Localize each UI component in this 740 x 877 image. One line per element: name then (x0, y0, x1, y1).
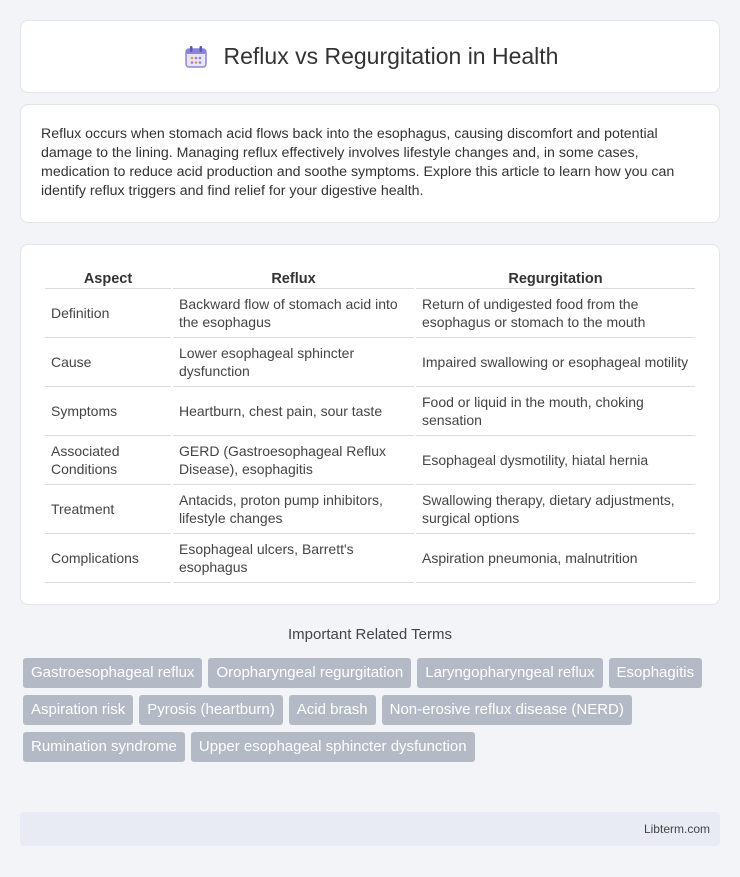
cell-aspect: Treatment (45, 485, 171, 534)
term-tag[interactable]: Pyrosis (heartburn) (139, 695, 283, 725)
cell-reflux: Antacids, proton pump inhibitors, lifestyle changes (173, 485, 414, 534)
comparison-table (43, 265, 697, 583)
table-row (45, 338, 695, 387)
cell-reflux: Lower esophageal sphincter dysfunction (173, 338, 414, 387)
table-row (45, 485, 695, 534)
title-wrap (182, 43, 559, 71)
table-row (45, 534, 695, 583)
cell-regurgitation: Aspiration pneumonia, malnutrition (416, 534, 695, 583)
term-tag[interactable]: Oropharyngeal regurgitation (208, 658, 411, 688)
cell-aspect: Cause (45, 338, 171, 387)
cell-regurgitation: Impaired swallowing or esophageal motility (416, 338, 695, 387)
related-terms-list (23, 658, 723, 762)
table-card (20, 244, 720, 605)
term-tag[interactable]: Rumination syndrome (23, 732, 185, 762)
cell-reflux: Backward flow of stomach acid into the esophagus (173, 289, 414, 338)
related-terms-title: Important Related Terms (288, 626, 452, 643)
term-tag[interactable]: Upper esophageal sphincter dysfunction (191, 732, 475, 762)
footer-brand-link[interactable]: Libterm.com (643, 822, 710, 836)
cell-aspect: Symptoms (45, 387, 171, 436)
term-tag[interactable]: Gastroesophageal reflux (23, 658, 202, 688)
cell-regurgitation: Return of undigested food from the esophagus or stomach to the mouth (416, 289, 695, 338)
term-tag[interactable]: Acid brash (289, 695, 376, 725)
cell-reflux: GERD (Gastroesophageal Reflux Disease), esophagitis (173, 436, 414, 485)
page-title: Reflux vs Regurgitation in Health (223, 43, 559, 69)
footer (20, 812, 720, 846)
term-tag[interactable]: Non-erosive reflux disease (NERD) (382, 695, 632, 725)
cell-reflux: Heartburn, chest pain, sour taste (173, 387, 414, 436)
term-tag[interactable]: Esophagitis (609, 658, 703, 688)
cell-regurgitation: Swallowing therapy, dietary adjustments, surgical options (416, 485, 695, 534)
table-row (45, 436, 695, 485)
cell-reflux: Esophageal ulcers, Barrett's esophagus (173, 534, 414, 583)
calendar-icon (182, 43, 210, 71)
header-aspect: Aspect (45, 265, 171, 289)
header-card (20, 20, 720, 93)
cell-aspect: Associated Conditions (45, 436, 171, 485)
table-row (45, 289, 695, 338)
header-reflux: Reflux (173, 265, 414, 289)
cell-aspect: Definition (45, 289, 171, 338)
cell-aspect: Complications (45, 534, 171, 583)
header-regurgitation: Regurgitation (416, 265, 695, 289)
intro-card (20, 104, 720, 223)
intro-text: Reflux occurs when stomach acid flows back into the esophagus, causing discomfort and potential damage to the lining. Managing reflux effectively involves lifestyle changes and, in some cases, medication to reduce acid production and soothe symptoms. Explore this article to learn how you can identify reflux triggers and find relief for your digestive health. (41, 126, 675, 199)
cell-regurgitation: Esophageal dysmotility, hiatal hernia (416, 436, 695, 485)
cell-regurgitation: Food or liquid in the mouth, choking sensation (416, 387, 695, 436)
table-row (45, 387, 695, 436)
term-tag[interactable]: Aspiration risk (23, 695, 133, 725)
table-header-row (45, 265, 695, 289)
term-tag[interactable]: Laryngopharyngeal reflux (417, 658, 602, 688)
